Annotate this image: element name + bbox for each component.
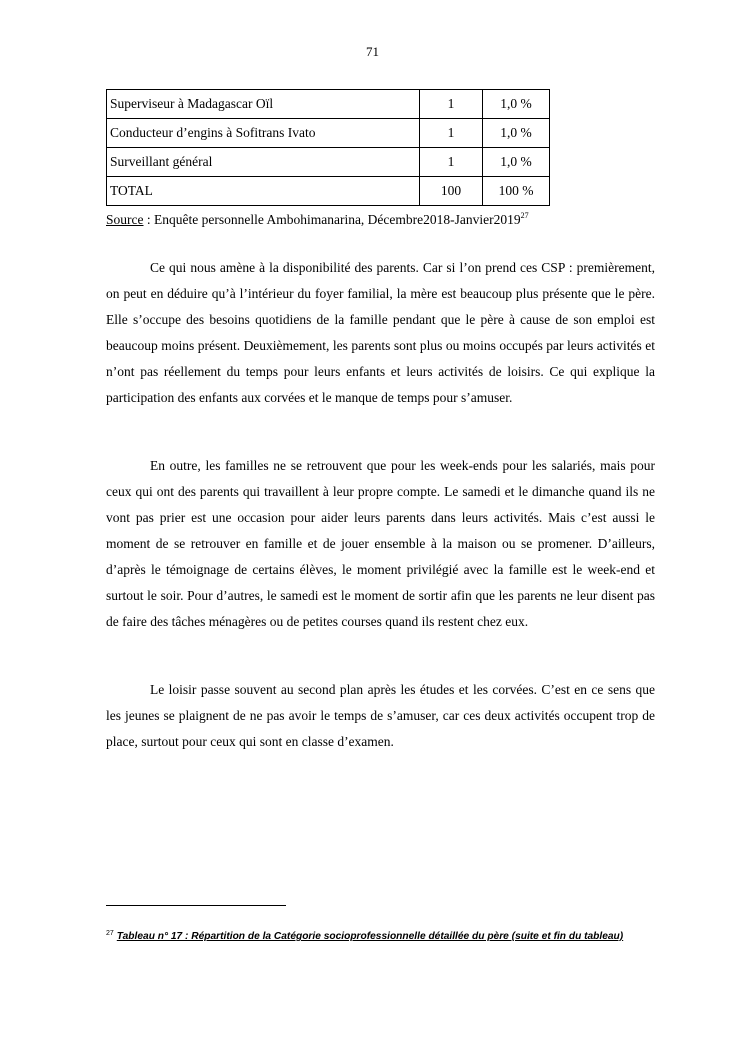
body-paragraph: En outre, les familles ne se retrouvent que pour les week-ends pour les salariés, mais pour ceux qui ont des parents qui travaillent à leur propre compte. Le samedi et le dimanche quand ils ne vont pas prier est une occasion pour aider leurs parents dans leurs activités. Mais c’est aussi le moment de se retrouver en famille et de jouer ensemble à la maison ou se promener. D’ailleurs, d’après le témoignage de certains élèves, le moment privilégié avec la famille est le week-end et surtout le soir. Pour d’autres, le samedi est le moment de sortir afin que les parents ne leur disent pas de faire des tâches ménagères ou de petites courses quand ils restent chez eux. xyxy=(106,458,655,629)
table-cell-label: Superviseur à Madagascar Oïl xyxy=(107,90,420,119)
table-row xyxy=(107,119,550,148)
table-cell-count: 1 xyxy=(420,119,483,148)
footnote-ref[interactable]: 27 xyxy=(520,211,529,220)
footnote-number: 27 xyxy=(106,930,114,937)
footnote-separator xyxy=(106,905,286,906)
footnote-text: Tableau n° 17 : Répartition de la Catégorie socioprofessionnelle détaillée du père (suite et fin du tableau) xyxy=(116,931,624,942)
table-cell-label: Conducteur d’engins à Sofitrans Ivato xyxy=(107,119,420,148)
table-cell-percent: 1,0 % xyxy=(483,148,550,177)
table-cell-label: Surveillant général xyxy=(107,148,420,177)
table-cell-count: 100 xyxy=(420,177,483,206)
body-paragraph: Ce qui nous amène à la disponibilité des parents. Car si l’on prend ces CSP : premièrement, on peut en déduire qu’à l’intérieur du foyer familial, la mère est beaucoup plus présente que le père. Elle s’occupe des besoins quotidiens de la famille pendant que le père à cause de son emploi est beaucoup moins présent. Deuxièmement, les parents sont plus ou moins occupés par leurs activités et n’ont pas réellement du temps pour leurs enfants et leurs activités de loisirs. Ce qui explique la participation des enfants aux corvées et le manque de temps pour s’amuser. xyxy=(106,260,655,405)
table-cell-percent: 100 % xyxy=(483,177,550,206)
table-cell-count: 1 xyxy=(420,148,483,177)
table-row xyxy=(107,148,550,177)
source-text: : Enquête personnelle Ambohimanarina, Décembre2018-Janvier2019 xyxy=(143,212,521,227)
page-number: 71 xyxy=(366,44,379,59)
footnote xyxy=(106,930,623,942)
body-paragraph: Le loisir passe souvent au second plan après les études et les corvées. C’est en ce sens que les jeunes se plaignent de ne pas avoir le temps de s’amuser, car ces deux activités occupent trop de place, surtout pour ceux qui sont en classe d’examen. xyxy=(106,682,655,749)
table-row-total xyxy=(107,177,550,206)
table-cell-percent: 1,0 % xyxy=(483,90,550,119)
table-source xyxy=(106,211,529,228)
table-cell-percent: 1,0 % xyxy=(483,119,550,148)
csp-table xyxy=(106,89,550,206)
table-cell-count: 1 xyxy=(420,90,483,119)
source-label: Source xyxy=(106,212,144,227)
table-cell-label: TOTAL xyxy=(107,177,420,206)
table-row xyxy=(107,90,550,119)
